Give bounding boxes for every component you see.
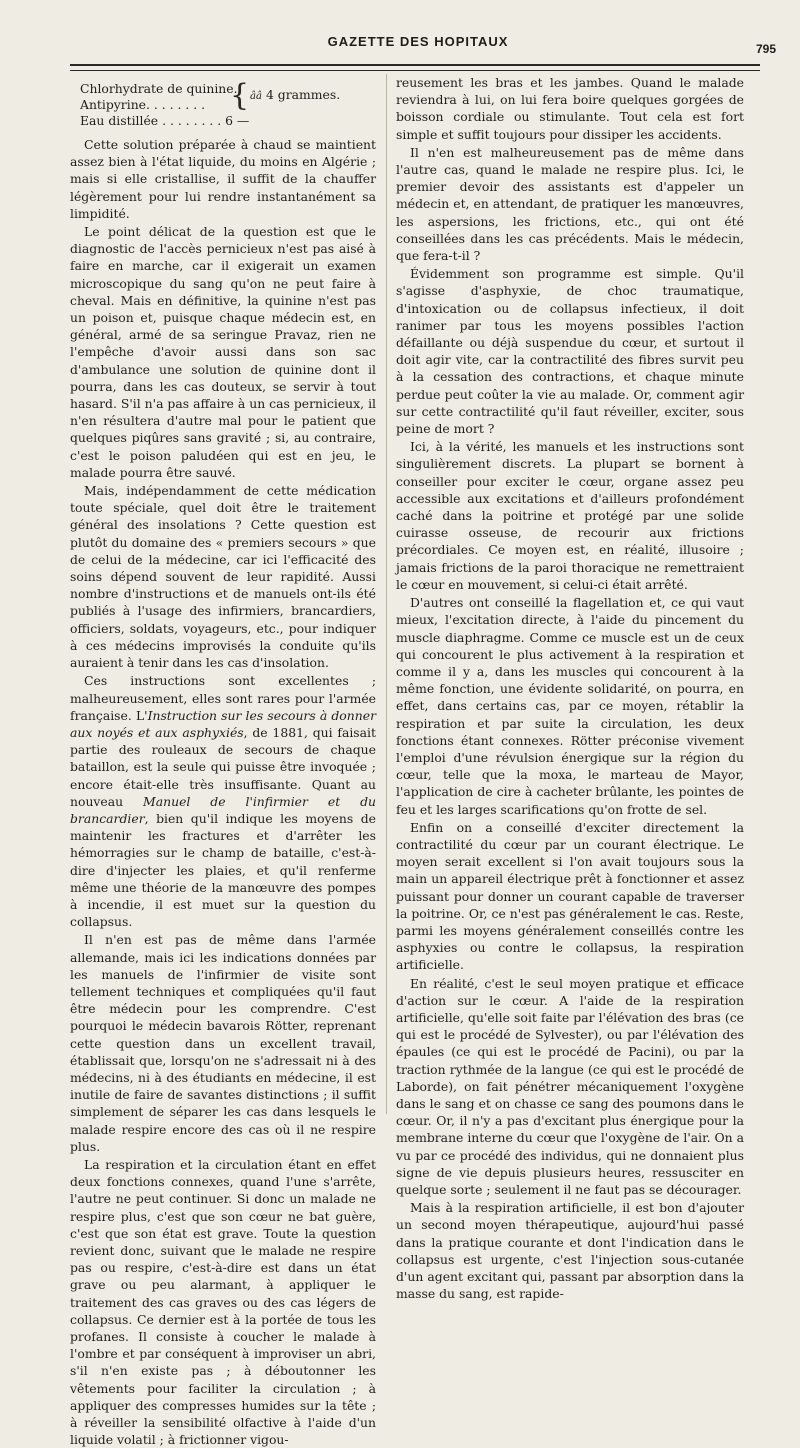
journal-title: GAZETTE DES HOPITAUX bbox=[327, 34, 509, 49]
text-run: Ces instructions sont excellentes ; malheureusement, elles sont rares pour l'armée française. L' bbox=[70, 673, 376, 723]
left-column bbox=[70, 74, 376, 1448]
paragraph: Mais à la respiration artificielle, il est bon d'ajouter un second moyen thérapeutique, aujourd'hui passé dans la pratique courante et dont l'indication dans le collapsus est urgente, c'est l'injection sous-cutanée d'un agent excitant qui, passant par absorption dans la masse du sang, est rapide- bbox=[396, 1200, 744, 1302]
paragraph: La respiration et la circulation étant en effet deux fonctions connexes, quand l'une s'arrête, l'autre ne peut continuer. Si donc un malade ne respire plus, c'est que son cœur ne bat guère, c'est que son état est grave. Toute la question revient donc, suivant que le malade ne respire pas ou respire, c'est-à-dire est dans un état grave ou peu alarmant, à appliquer le traitement des cas graves ou des cas légers de collapsus. Ce dernier est à la portée de tous les profanes. Il consiste à coucher le malade à l'ombre et par conséquent à improviser un abri, s'il n'en existe pas ; à déboutonner les vêtements pour faciliter la circulation ; à appliquer des compresses humides sur la tête ; à réveiller la sensibilité olfactive à l'aide d'un liquide volatil ; à frictionner vigou- bbox=[70, 1156, 376, 1448]
paragraph bbox=[70, 672, 376, 930]
paragraph: En réalité, c'est le seul moyen pratique et efficace d'action sur le cœur. A l'aide de la respiration artificielle, qu'elle soit faite par l'élévation des bras (ce qui est le procédé de Sylvester), ou par l'élévation des épaules (ce qui est le procédé de Pacini), ou par la traction rythmée de la langue (ce qui est le procédé de Laborde), on fait pénétrer mécaniquement l'oxygène dans le sang et on chasse ce sang des poumons dans le cœur. Or, il n'y a pas d'excitant plus énergique pour la membrane interne du cœur que l'oxygène de l'air. On a vu par ce procédé des individus, qui ne donnaient plus signe de vie depuis plusieurs heures, ressusciter en quelque sorte ; seulement il ne faut pas se décourager. bbox=[396, 975, 744, 1197]
paragraph: Il n'en est pas de même dans l'armée allemande, mais ici les indications données par les manuels de l'infirmier de visite sont tellement techniques et compliquées qu'il faut être médecin pour les comprendre. C'est pourquoi le médecin bavarois Rötter, reprenant cette question dans un excellent travail, établissait que, lorsqu'on ne s'adressait ni à des médecins, ni à des étudiants en médecine, il est inutile de faire de savantes distinctions ; il suffit simplement de séparer les cas dans lesquels le malade respire encore des cas où il ne respire plus. bbox=[70, 932, 376, 1154]
paragraph: Enfin on a conseillé d'exciter directement la contractilité du cœur par un courant électrique. Le moyen serait excellent si l'on avait toujours sous la main un appareil électrique prêt à fonctionner et assez puissant pour donner un courant capable de traverser la poitrine. Or, ce n'est pas généralement le cas. Reste, parmi les moyens généralement conseillés contre les asphyxies ou contre le collapsus, la respiration artificielle. bbox=[396, 819, 744, 973]
formula-line-quinine: Chlorhydrate de quinine. bbox=[80, 81, 238, 96]
page-number: 795 bbox=[755, 42, 776, 56]
paragraph: Mais, indépendamment de cette médication toute spéciale, quel doit être le traitement général des insolations ? Cette question est plutôt du domaine des « premiers secours » que de celui de la médecine, car ici l'efficacité des soins dépend souvent de leur rapidité. Aussi nombre d'instructions et de manuels ont-ils été publiés à l'usage des infirmiers, brancardiers, officiers, soldats, voyageurs, etc., pour indiquer à ces médecins improvisés la conduite qu'ils auraient à tenir dans les cas d'insolation. bbox=[70, 483, 376, 671]
formula-line-antipyrine: Antipyrine. . . . . . . . bbox=[80, 97, 206, 112]
dose-abbrev: ââ bbox=[250, 91, 262, 102]
paragraph: Évidemment son programme est simple. Qu'il s'agisse d'asphyxie, de choc traumatique, d'intoxication ou de collapsus infectieux, il doit ranimer par tous les moyens possibles l'action défaillante ou déjà suspendue du cœur, et surtout il doit agir vite, car la contractilité des fibres survit peu à la cessation des contractions, et chaque minute perdue peut coûter la vie au malade. Or, comment agir sur cette contractilité qu'il faut réveiller, exciter, sous peine de mort ? bbox=[396, 266, 744, 437]
paragraph: Le point délicat de la question est que le diagnostic de l'accès pernicieux n'est pas aisé à faire en marche, car il exigerait un examen microscopique du sang qu'on ne peut faire à cheval. Mais en définitive, la quinine n'est pas un poison et, puisque chaque médecin est, en général, armé de sa seringue Pravaz, rien ne l'empêche d'avoir aussi dans son sac d'ambulance une solution de quinine dont il pourra, dans les cas douteux, se servir à tout hasard. S'il n'a pas affaire à un cas pernicieux, il n'en résultera d'autre mal pour le patient que quelques piqûres sans gravité ; si, au contraire, c'est le poison paludéen qui est en jeu, le malade pourra être sauvé. bbox=[70, 224, 376, 480]
formula-brace: { bbox=[230, 78, 250, 113]
text-run: , de 1881, qui faisait partie des rouleaux de secours de chaque bataillon, est la seule qui puisse être invoquée ; encore était-elle très insuffisante. Quant au nouveau bbox=[70, 724, 376, 809]
right-column bbox=[396, 74, 744, 1302]
header-rule-thin bbox=[70, 70, 760, 71]
paragraph: reusement les bras et les jambes. Quand le malade reviendra à lui, on lui fera boire quelques gorgées de boisson cordiale ou stimulante. Tout cela est fort simple et suffit toujours pour dissiper les accidents. bbox=[396, 75, 744, 142]
paragraph: Ici, à la vérité, les manuels et les instructions sont singulièrement discrets. La plupart se bornent à conseiller pour exciter le cœur, organe assez peu accessible aux excitations et d'ailleurs profondément caché dans la poitrine et protégé par une solide cuirasse osseuse, de recourir aux frictions précordiales. Ce moyen est, en réalité, illusoire ; jamais frictions de la paroi thoracique ne remettraient le cœur en mouvement, si celui-ci était arrêté. bbox=[396, 439, 744, 592]
manual-title: Manuel de l'infirmier et du brancardier bbox=[70, 793, 376, 826]
header-rule-thick bbox=[70, 64, 760, 66]
formula-dose bbox=[250, 86, 340, 105]
paragraph: Il n'en est malheureusement pas de même dans l'autre cas, quand le malade ne respire plus. Ici, le premier devoir des assistants est d'appeler un médecin et, en attendant, de pratiquer les manœuvres, les aspersions, les frictions, etc., qui ont été conseillées dans les cas précédents. Mais le médecin, que fera-t-il ? bbox=[396, 144, 744, 264]
paragraph: Cette solution préparée à chaud se maintient assez bien à l'état liquide, du moins en Algérie ; mais si elle cristallise, il suffit de la chauffer légèrement pour lui rendre instantanément sa limpidité. bbox=[70, 137, 376, 221]
prescription-formula bbox=[70, 74, 376, 130]
dose-amount: 4 grammes. bbox=[265, 87, 341, 102]
formula-line-water: Eau distillée . . . . . . . . 6 — bbox=[80, 113, 250, 128]
column-divider bbox=[386, 74, 387, 1114]
text-run: , bien qu'il indique les moyens de maintenir les fractures et d'arrêter les hémorragies sur le champ de bataille, c'est-à-dire d'injecter les plaies, et qu'il renferme même une théorie de la manœuvre des pompes à incendie, il est muet sur la question du collapsus. bbox=[70, 810, 376, 930]
instruction-title: Instruction sur les secours à donner aux noyés et aux asphyxiés bbox=[70, 707, 376, 740]
paragraph: D'autres ont conseillé la flagellation et, ce qui vaut mieux, l'excitation directe, à l'aide du pincement du muscle diaphragme. Comme ce muscle est un de ceux qui concourent le plus activement à la respiration et comme il y a, dans les muscles qui concourent à la même fonction, une évidente solidarité, on pourra, en effet, dans certains cas, par ce moyen, rétablir la respiration et par suite la circulation, les deux fonctions étant connexes. Rötter préconise vivement l'emploi d'une révulsion énergique sur la région du cœur, telle que la moxa, le marteau de Mayor, l'application de cire à cacheter brûlante, les pointes de feu et les larges scarifications qu'on frotte de sel. bbox=[396, 595, 744, 817]
page-header bbox=[60, 34, 776, 58]
